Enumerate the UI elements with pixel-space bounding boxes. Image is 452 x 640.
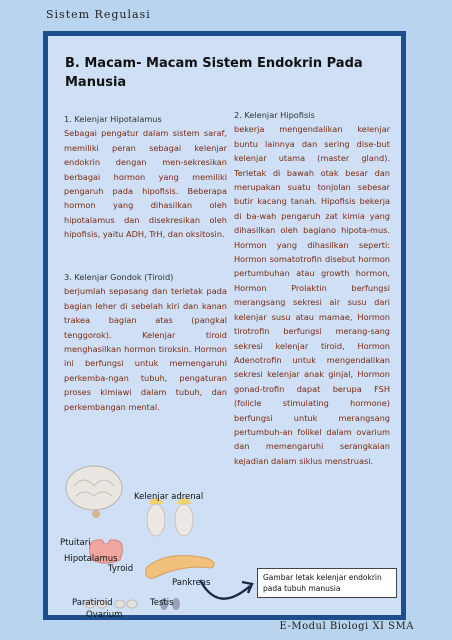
- page-footer: E-Modul Biologi XI SMA: [279, 621, 414, 632]
- figure-caption: Gambar letak kelenjar endokrin pada tubuh manusia: [257, 568, 397, 598]
- label-tyroid: Tyroid: [108, 564, 134, 574]
- page-header: Sistem Regulasi: [46, 8, 151, 21]
- kidney-right-shape: [175, 504, 193, 536]
- pointer-arrow-icon: [196, 574, 258, 608]
- label-ovarium: Ovarium: [86, 610, 123, 620]
- label-ptuitari: Ptuitari: [60, 538, 91, 548]
- section-hipofisis-heading: 2. Kelenjar Hipofisis: [234, 110, 315, 120]
- section-hipofisis-body: bekerja mengendalikan kelenjar buntu lainnya dan sering dise-but kelenjar utama (master gland). Terletak di bawah otak besar dan merupakan suatu tonjolan sebesar butir kacang tanah. Hipofisis bekerja di ba-wah pengaruh zat kimia yang dihasilkan oleh bagiano hipota-mus. Hormon yang dihasilkan seperti: Hormon somatotrofin disebut hormon pertumbuhan atau growth hormon, Hormon Prolaktin berfungsi merangsang sekresi air susu dari kelenjar susu atau mamae, Hormon tirotrofin berfungsi merang-sang sekresi kelenjar tiroid, Hormon Adenotrofin untuk mengendalikan sekresi kelenjar anak ginjal, Hormon gonad-trofin dapat berupa FSH (folicle stimulating hormone) berfungsi untuk merangsang pertumbuh-an folikel dalam ovarium dan memengaruhi serangkaian kejadian dalam siklus menstruasi.: [234, 124, 390, 466]
- label-testis: Testis: [150, 598, 174, 608]
- brain-shape: [66, 466, 122, 510]
- section-title: B. Macam- Macam Sistem Endokrin Pada Manusia: [65, 56, 363, 90]
- content-card: [43, 31, 406, 620]
- section-hipotalamus: [64, 112, 227, 242]
- pituitary-shape: [92, 510, 100, 518]
- section-gondok: [64, 270, 227, 414]
- section-hipofisis: [234, 108, 390, 468]
- kidney-left-shape: [147, 504, 165, 536]
- label-paratiroid: Paratiroid: [72, 598, 113, 608]
- section-gondok-body: berjumlah sepasang dan terletak pada bagian leher di sebelah kiri dan kanan trakea bagian atas (pangkal tenggorok). Kelenjar tiroid menghasilkan hormon tiroksin. Hormon ini berfungsi untuk memengaruhi perkemba-ngan tubuh, pengaturan proses kimiawi dalam tubuh, dan perkembangan mental.: [64, 286, 227, 412]
- label-adrenal: Kelenjar adrenal: [134, 492, 204, 502]
- section-hipotalamus-body: Sebagai pengatur dalam sistem saraf, memiliki peran sebagai kelenjar endokrin dengan men-sekresikan berbagai hormon yang memiliki pengaruh pada hipofisis. Beberapa hormon yang dihasilkan oleh hipotalamus dan disekresikan oleh hipofisis, yaitu ADH, TrH, dan oksitosin.: [64, 128, 227, 240]
- label-hipotalamus: Hipotalamus: [64, 554, 118, 564]
- section-hipotalamus-heading: 1. Kelenjar Hipotalamus: [64, 114, 162, 124]
- label-pankreas: Pankreas: [172, 578, 211, 588]
- section-gondok-heading: 3. Kelenjar Gondok (Tiroid): [64, 272, 174, 282]
